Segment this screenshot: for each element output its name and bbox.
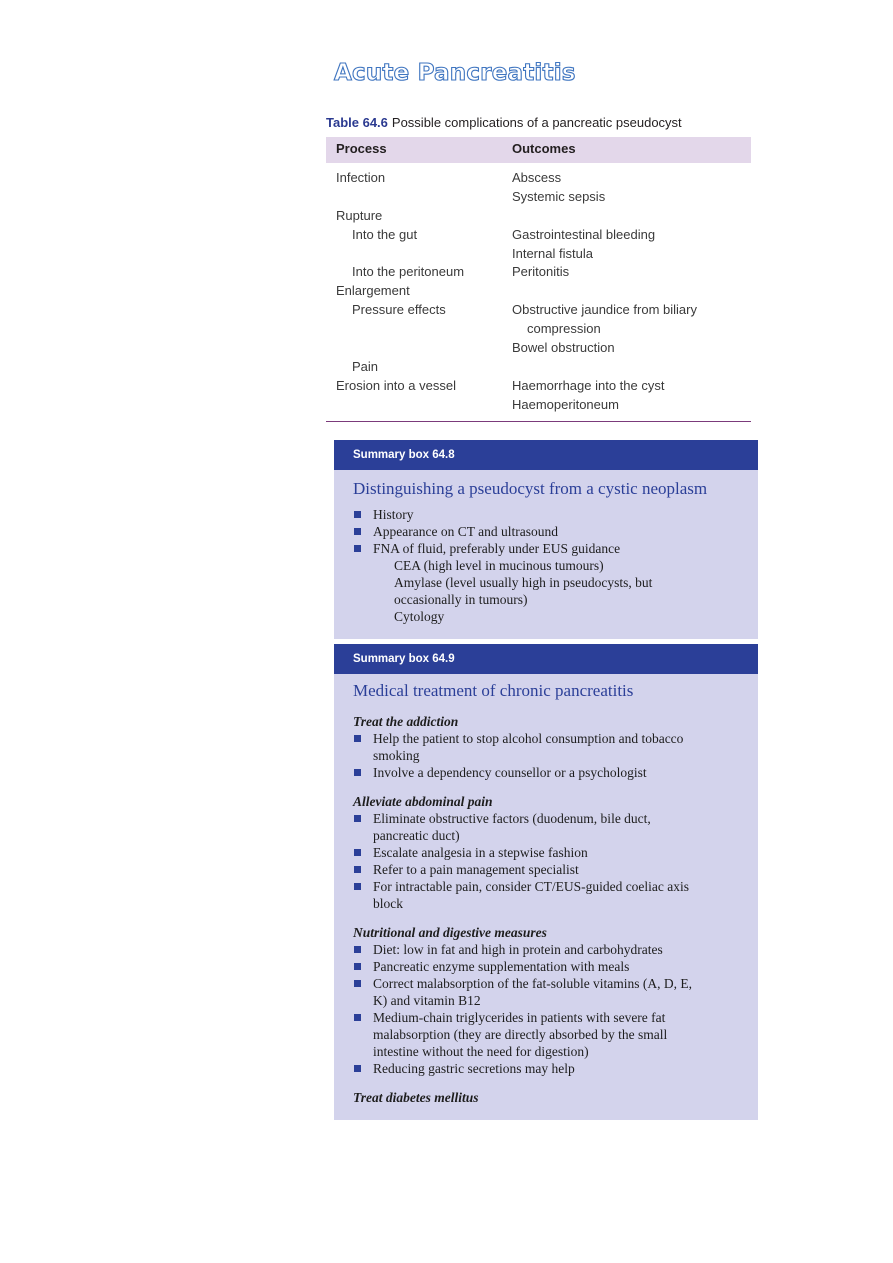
process-cell: Pain [352,359,379,374]
section-heading: Nutritional and digestive measures [353,925,547,940]
sub-item: CEA (high level in mucinous tumours) [394,558,604,573]
summary-box-title: Medical treatment of chronic pancreatitis [353,681,634,700]
list-item: Eliminate obstructive factors (duodenum, bile duct, pancreatic duct) [353,810,744,844]
complications-table [326,113,751,422]
outcome-cell: compression [527,321,601,336]
outcome-cell: Abscess [512,170,562,185]
section-heading: Alleviate abdominal pain [353,794,493,809]
outcome-cell: Internal fistula [512,246,593,261]
process-cell: Infection [336,170,386,185]
table-caption-number: Table 64.6 [326,115,388,130]
square-bullet-icon [354,1065,361,1072]
summary-box-content [334,713,758,1106]
page-title: Acute Pancreatitis [334,60,576,86]
outcome-cell: Bowel obstruction [512,340,615,355]
square-bullet-icon [354,815,361,822]
table-header [326,137,751,163]
outcome-cell: Haemorrhage into the cyst [512,378,665,393]
square-bullet-icon [354,849,361,856]
outcome-cell: Peritonitis [512,264,570,279]
list-item: Refer to a pain management specialist [353,861,744,878]
outcome-cell: Haemoperitoneum [512,397,619,412]
table-caption [326,113,751,137]
list-item: Diet: low in fat and high in protein and carbohydrates [353,941,744,958]
square-bullet-icon [354,946,361,953]
square-bullet-icon [354,735,361,742]
outcome-cell: Systemic sepsis [512,189,606,204]
summary-box-64-8 [334,440,758,639]
list-item: Reducing gastric secretions may help [353,1060,744,1077]
square-bullet-icon [354,528,361,535]
square-bullet-icon [354,866,361,873]
square-bullet-icon [354,963,361,970]
summary-box-content [334,506,758,625]
sub-item: Cytology [394,609,445,624]
summary-box-header: Summary box 64.9 [334,644,758,674]
section-heading: Treat the addiction [353,714,459,729]
square-bullet-icon [354,1014,361,1021]
process-cell: Enlargement [336,283,410,298]
outcome-cell: Obstructive jaundice from biliary [512,302,697,317]
list-item: History [353,506,744,523]
list-item: FNA of fluid, preferably under EUS guidance [353,540,744,557]
list-item: Appearance on CT and ultrasound [353,523,744,540]
square-bullet-icon [354,980,361,987]
list-item: Correct malabsorption of the fat-soluble vitamins (A, D, E, K) and vitamin B12 [353,975,744,1009]
header-process: Process [336,141,387,156]
process-cell: Rupture [336,208,383,223]
list-item: For intractable pain, consider CT/EUS-guided coeliac axis block [353,878,744,912]
list-item: Involve a dependency counsellor or a psychologist [353,764,744,781]
process-cell: Into the gut [352,227,418,242]
summary-box-64-9 [334,644,758,1120]
header-outcomes: Outcomes [512,141,576,156]
summary-box-title: Distinguishing a pseudocyst from a cystic neoplasm [353,479,708,498]
outcome-cell: Gastrointestinal bleeding [512,227,656,242]
summary-box-header: Summary box 64.8 [334,440,758,470]
list-item: Help the patient to stop alcohol consumption and tobacco smoking [353,730,744,764]
section-heading: Treat diabetes mellitus [353,1090,479,1105]
list-item: Medium-chain triglycerides in patients with severe fat malabsorption (they are directly absorbed by the small intestine without the need for digestion) [353,1009,744,1060]
square-bullet-icon [354,883,361,890]
sub-item: occasionally in tumours) [394,592,528,607]
process-cell: Into the peritoneum [352,264,465,279]
square-bullet-icon [354,511,361,518]
list-item: Escalate analgesia in a stepwise fashion [353,844,744,861]
process-cell: Erosion into a vessel [336,378,456,393]
sub-item: Amylase (level usually high in pseudocysts, but [394,575,653,590]
square-bullet-icon [354,769,361,776]
table-body [326,163,751,422]
table-caption-text: Possible complications of a pancreatic pseudocyst [391,115,682,130]
process-cell: Pressure effects [352,302,446,317]
list-item: Pancreatic enzyme supplementation with meals [353,958,744,975]
square-bullet-icon [354,545,361,552]
